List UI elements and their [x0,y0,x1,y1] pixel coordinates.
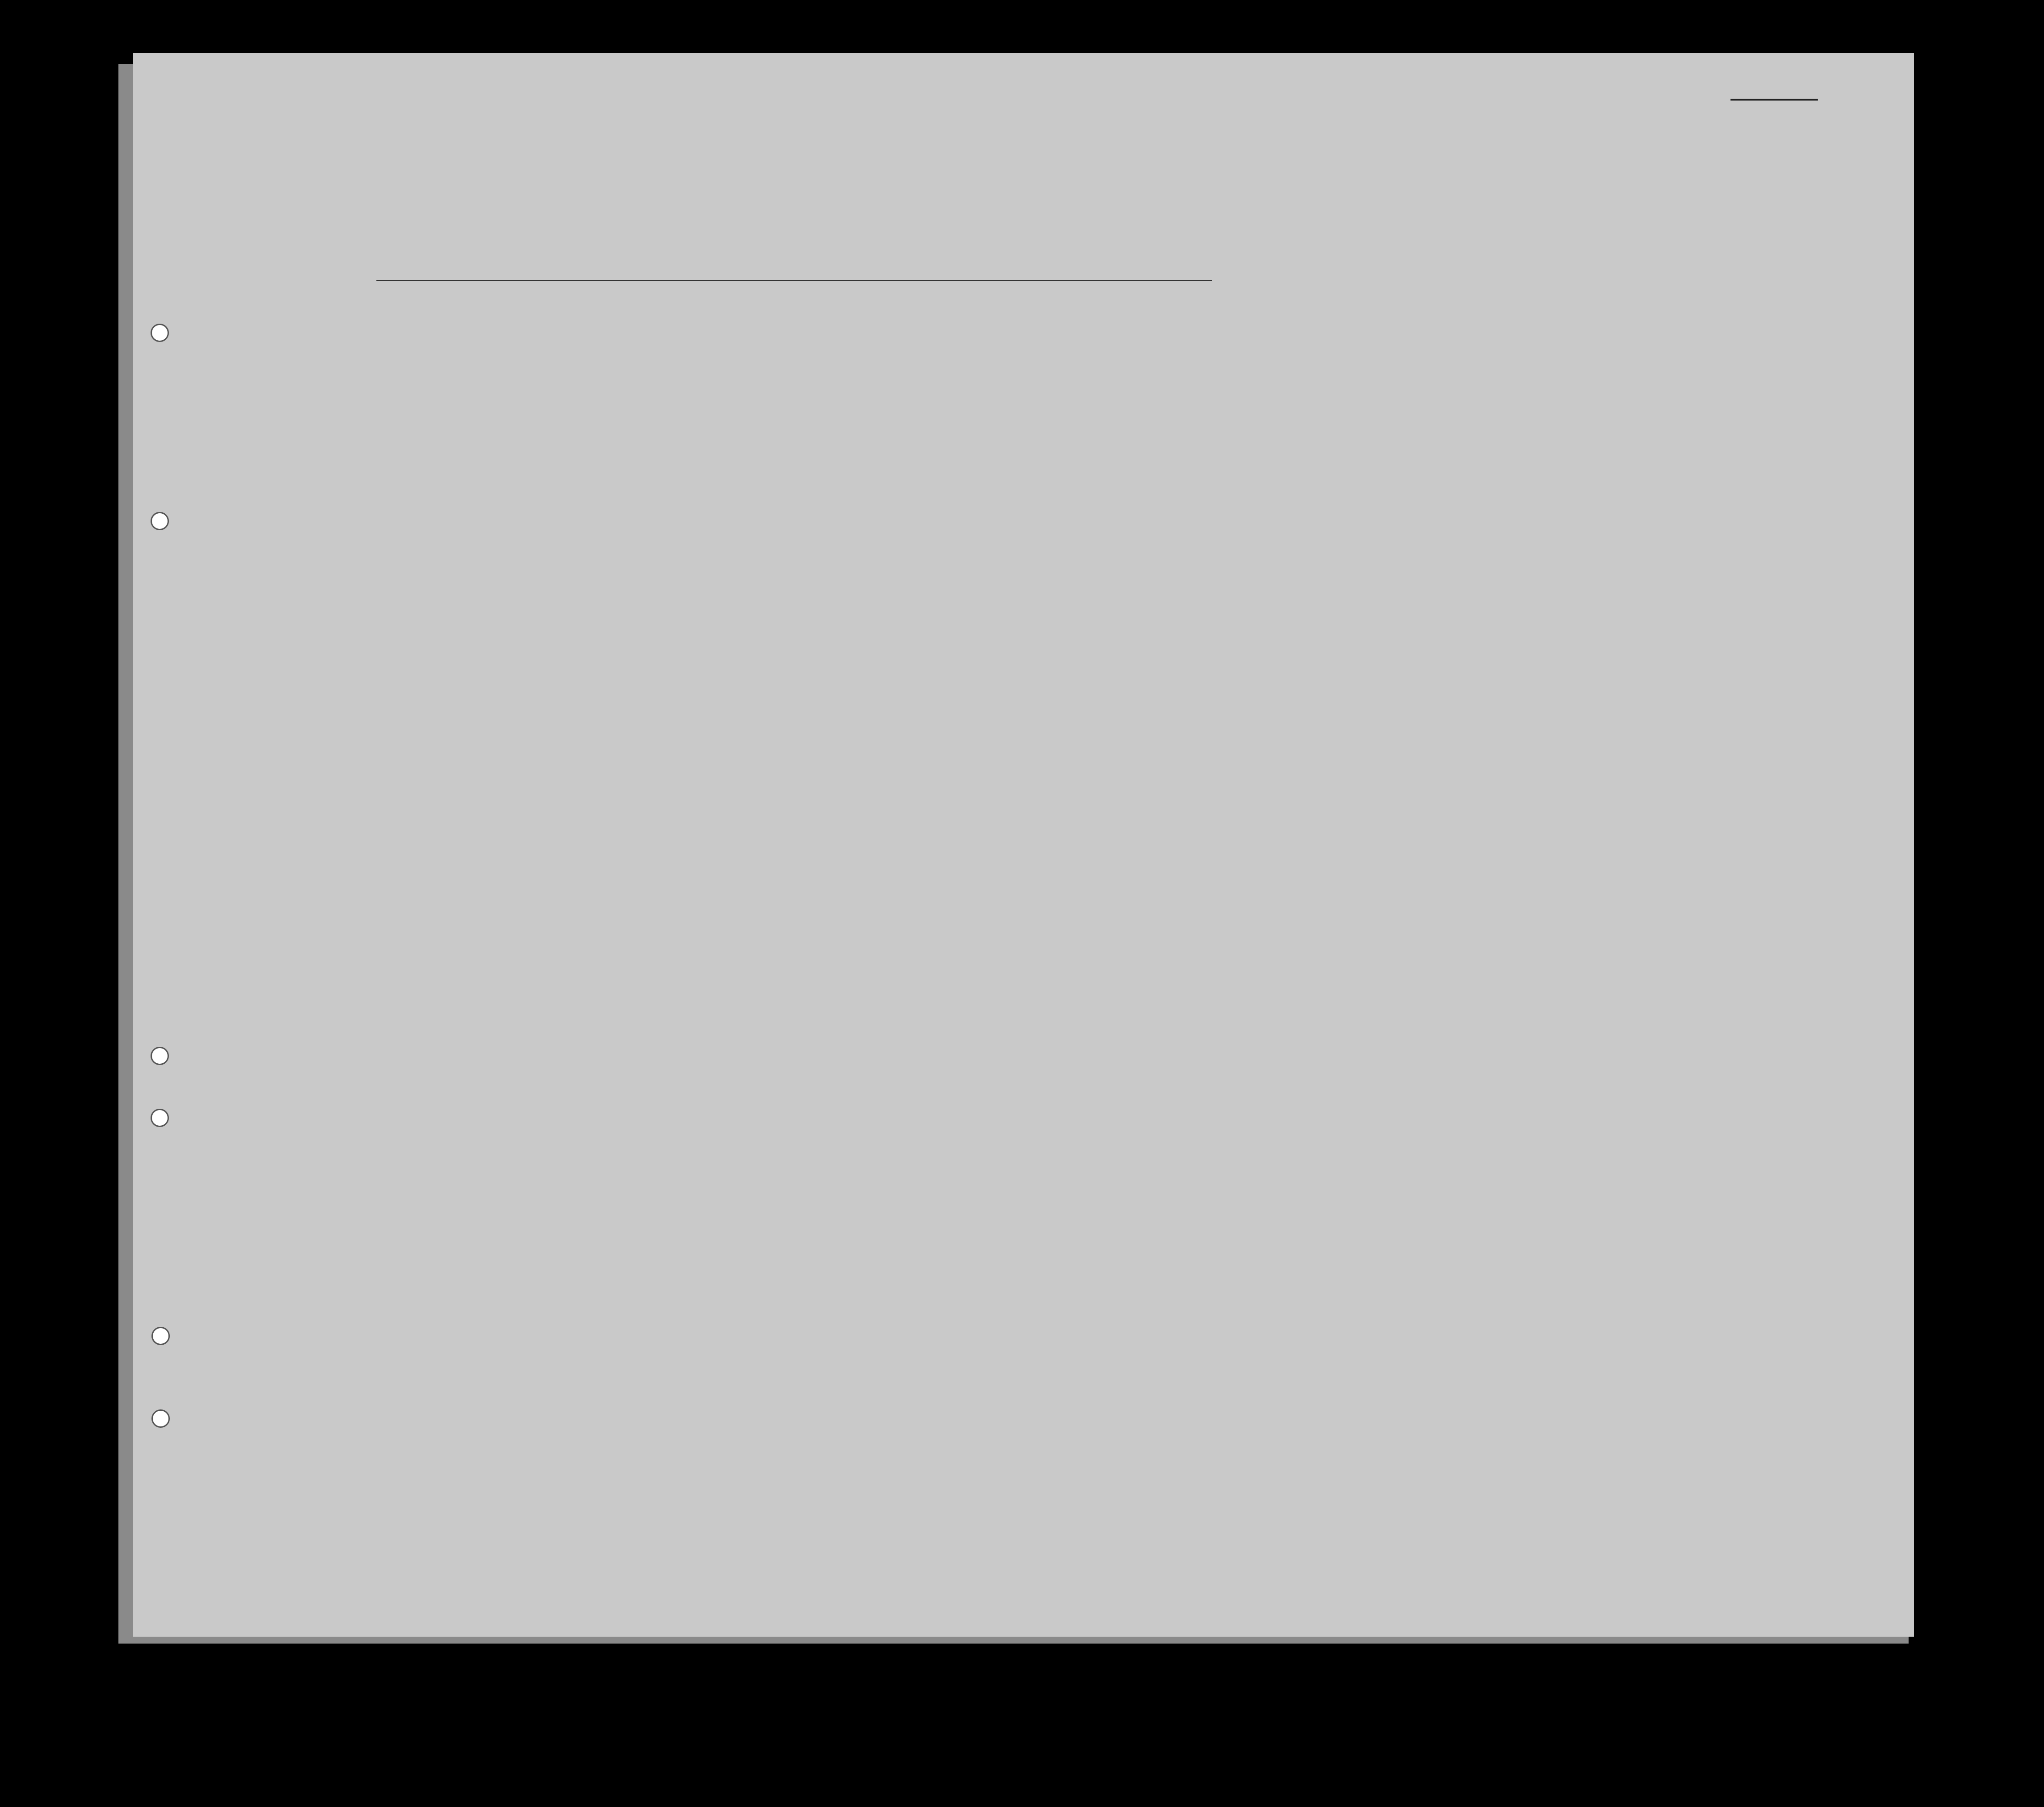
punch-hole [151,324,169,342]
punch-hole [151,1409,170,1428]
manifest-sheet [133,53,1914,1637]
punch-hole [151,1327,170,1345]
punch-hole [151,512,169,530]
manifest-grid [133,53,1914,1637]
punch-hole [151,1109,169,1127]
punch-hole [151,1047,169,1065]
